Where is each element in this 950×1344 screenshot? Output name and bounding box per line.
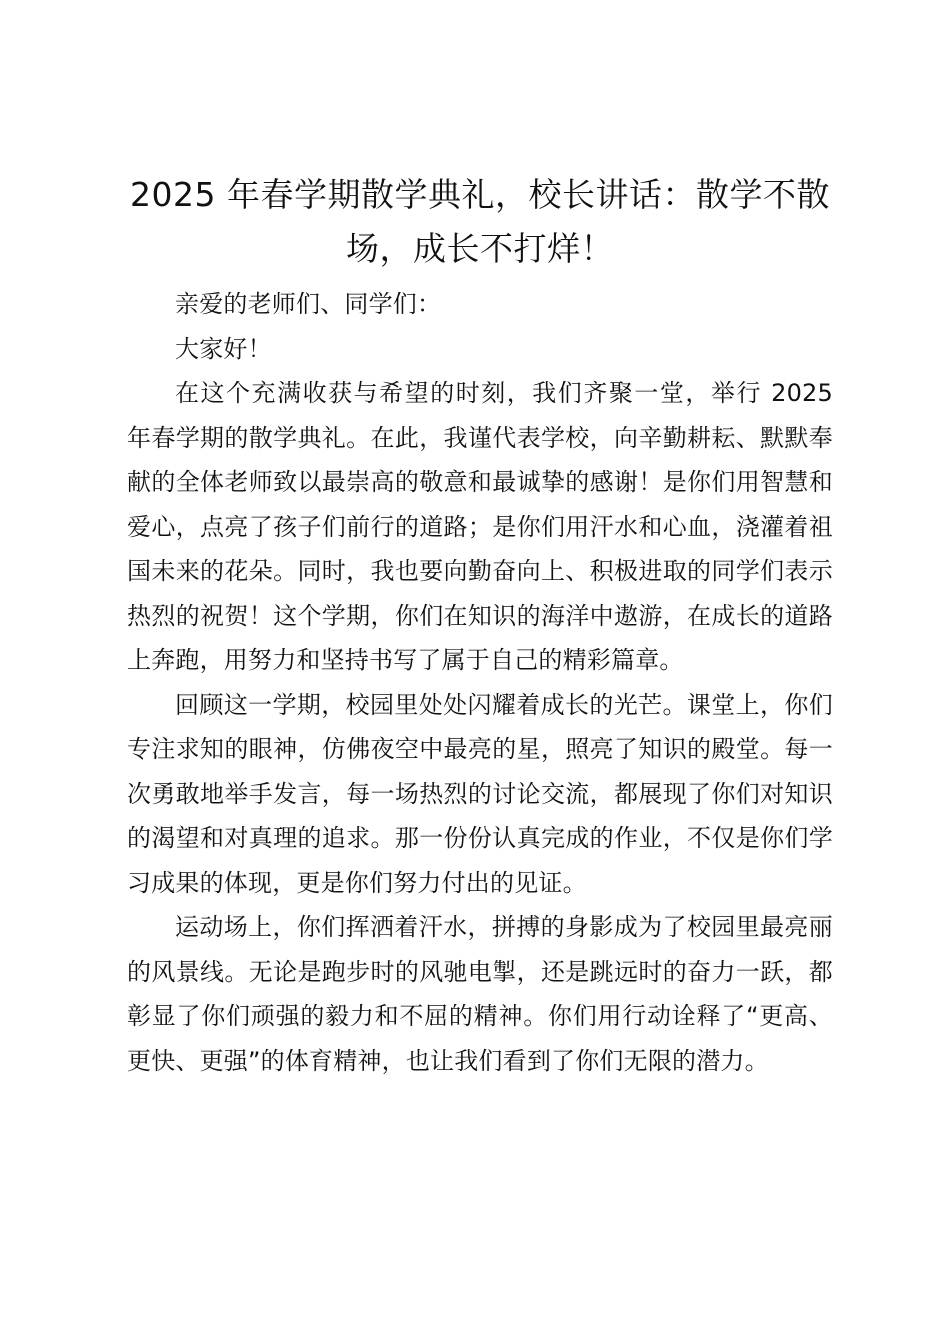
salutation: 亲爱的老师们、同学们： [175, 290, 442, 318]
body-paragraph: 回顾这一学期，校园里处处闪耀着成长的光芒。课堂上，你们专注求知的眼神，仿佛夜空中最亮的星，照亮了知识的殿堂。每一次勇敢地举手发言，每一场热烈的讨论交流，都展现了你们对知识的渴望和对真理的追求。那一份份认真完成的作业，不仅是你们学习成果的体现，更是你们努力付出的见证。 [127, 690, 833, 897]
body-paragraph: 在这个充满收获与希望的时刻，我们齐聚一堂，举行 2025 年春学期的散学典礼。在此，我谨代表学校，向辛勤耕耘、默默奉献的全体老师致以最崇高的敬意和最诚挚的感谢！是你们用智慧和爱心，点亮了孩子们前行的道路；是你们用汗水和心血，浇灌着祖国未来的花朵。同时，我也要向勤奋向上、积极进取的同学们表示热烈的祝贺！这个学期，你们在知识的海洋中遨游，在成长的道路上奔跑，用努力和坚持书写了属于自己的精彩篇章。 [127, 379, 833, 674]
document-title: 2025 年春学期散学典礼，校长讲话：散学不散场，成长不打烊！ [130, 175, 830, 268]
document-body [127, 168, 833, 1083]
body-paragraph: 运动场上，你们挥洒着汗水，拼搏的身影成为了校园里最亮丽的风景线。无论是跑步时的风驰电掣，还是跳远时的奋力一跃，都彰显了你们顽强的毅力和不屈的精神。你们用行动诠释了“更高、更快、更强”的体育精神，也让我们看到了你们无限的潜力。 [127, 913, 833, 1075]
greeting: 大家好！ [175, 334, 272, 363]
